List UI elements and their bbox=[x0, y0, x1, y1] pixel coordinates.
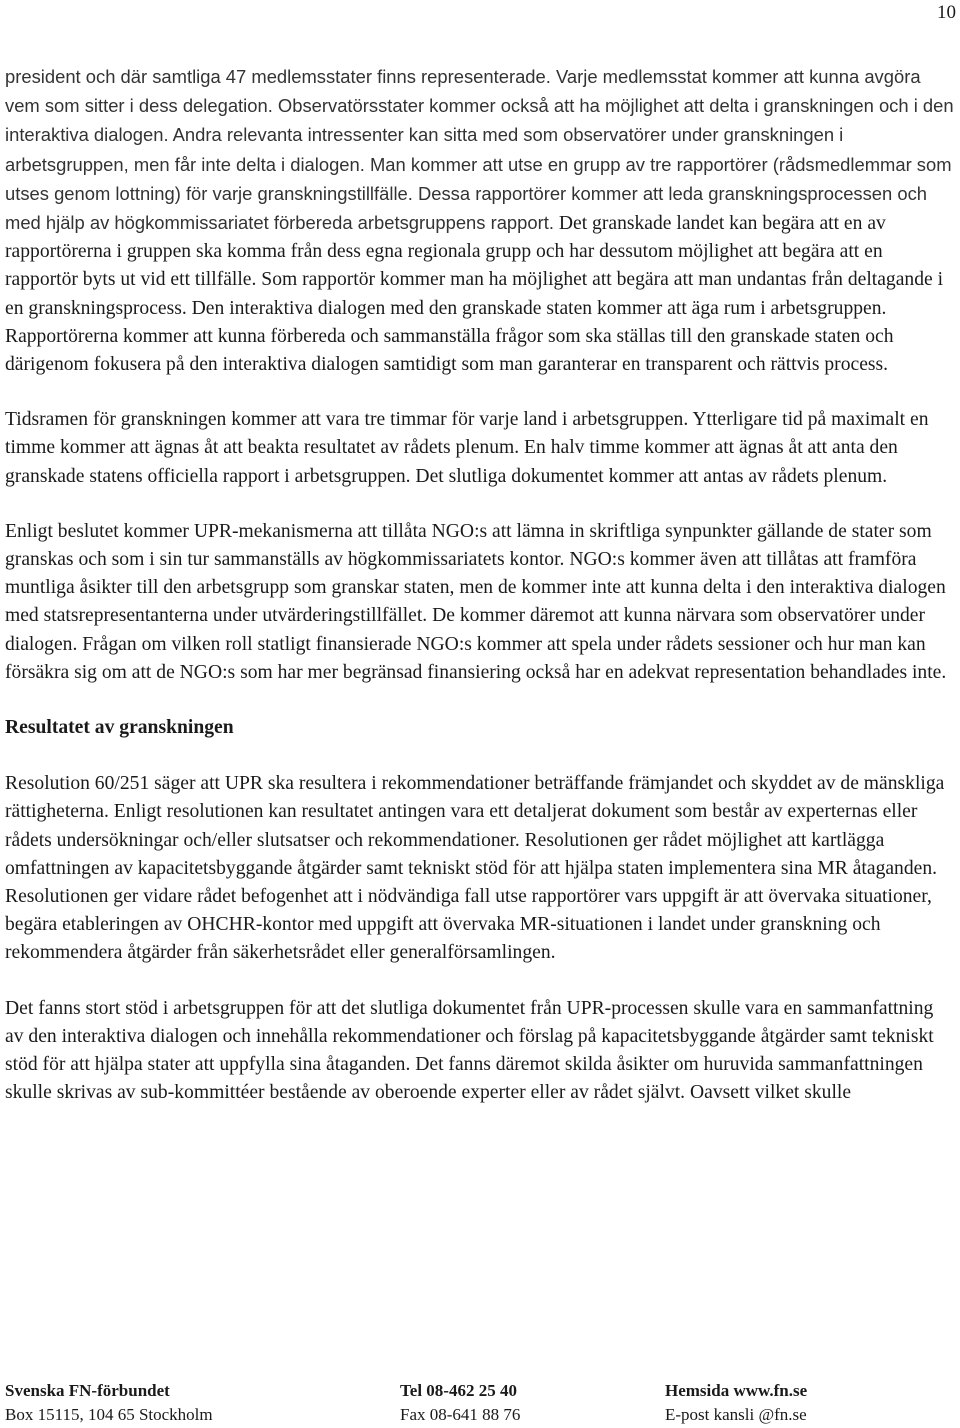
footer-email: E-post kansli @fn.se bbox=[665, 1405, 807, 1424]
footer-org-name: Svenska FN-förbundet bbox=[5, 1381, 170, 1400]
page-number: 10 bbox=[937, 2, 956, 23]
paragraph-1-serif-text: Det granskade landet kan begära att en av rapportörerna i gruppen ska komma från dess egna regionala grupp och har dessutom möjlighet att begära att en rapportör byts ut vid ett tillfälle. Som rapportör kommer man ha möjlighet att begära att man undantas från deltagande i en granskningsprocess. Den interaktiva dialogen med den granskade staten kommer att äga rum i arbetsgruppen. Rapportörerna kommer att kunna förbereda och sammanställa frågor som ska ställas till den granskade staten och därigenom fokusera på den interaktiva dialogen samtidigt som man garanterar en transparent och rättvis process. bbox=[5, 213, 944, 376]
footer-website: Hemsida www.fn.se bbox=[665, 1381, 808, 1400]
document-body bbox=[5, 63, 955, 1135]
footer-phone: Tel 08-462 25 40 bbox=[400, 1381, 517, 1400]
paragraph-4: Resolution 60/251 säger att UPR ska resultera i rekommendationer beträffande främjandet och skyddet av de mänskliga rättigheterna. Enligt resolutionen kan resultatet antingen vara ett detaljerat dokument som består av experternas eller rådets undersökningar och/eller slutsatser och rekommendationer. Resolutionen ger rådet möjlighet att kartlägga omfattningen av kapacitetsbyggande åtgärder samt tekniskt stöd för att hjälpa staten implementera sina MR åtaganden. Resolutionen ger vidare rådet befogenhet att i nödvändiga fall utse rapportörer vars uppgift är att övervaka situationer, begära etableringen av OHCHR-kontor med uppgift att övervaka MR-situationen i landet under granskning och rekommendera åtgärder från säkerhetsrådet eller generalförsamlingen. bbox=[5, 773, 945, 964]
footer-address: Box 15115, 104 65 Stockholm bbox=[5, 1405, 213, 1424]
footer-contact-numbers bbox=[400, 1379, 520, 1427]
footer-fax: Fax 08-641 88 76 bbox=[400, 1405, 521, 1424]
paragraph-5: Det fanns stort stöd i arbetsgruppen för att det slutliga dokumentet från UPR-processen skulle vara en sammanfattning av den interaktiva dialogen och innehålla rekommendationer och förslag på kapacitetsbyggande åtgärder samt tekniskt stöd för att hjälpa stater att uppfylla sina åtaganden. Det fanns däremot skilda åsikter om huruvida sammanfattningen skulle skrivas av sub-kommittéer bestående av oberoende experter eller av rådet självt. Oavsett vilket skulle bbox=[5, 997, 934, 1104]
paragraph-1 bbox=[5, 63, 955, 379]
footer-web-contact bbox=[665, 1379, 807, 1427]
paragraph-1-sans-text: president och där samtliga 47 medlemsstater finns representerade. Varje medlemsstat kommer att kunna avgöra vem som sitter i dess delegation. Observatörsstater kommer också att ha möjlighet att delta i granskningen och i den interaktiva dialogen. Andra relevanta intressenter kan sitta med som observatörer under granskningen i arbetsgruppen, men får inte delta i dialogen. Man kommer att utse en grupp av tre rapportörer (rådsmedlemmar som utses genom lottning) för varje granskningstillfälle. Dessa rapportörer kommer att leda granskningsprocessen och med hjälp av högkommissariatet förbereda arbetsgruppens rapport. bbox=[5, 66, 954, 234]
paragraph-3: Enligt beslutet kommer UPR-mekanismerna att tillåta NGO:s att lämna in skriftliga synpunkter gällande de stater som granskas och som i sin tur sammanställs av högkommissariatets kontor. NGO:s kommer även att tillåtas att framföra muntliga åsikter till den arbetsgrupp som granskar staten, men de kommer inte att kunna delta i den interaktiva dialogen med statsrepresentanterna under utvärderingstillfället. De kommer däremot att kunna närvara som observatörer under dialogen. Frågan om vilken roll statligt finansierade NGO:s kommer att spela under rådets sessioner och hur man kan försäkra sig om att de NGO:s som har mer begränsad finansiering också har en adekvat representation behandlades inte. bbox=[5, 520, 947, 683]
section-heading: Resultatet av granskningen bbox=[5, 717, 234, 739]
footer-organization bbox=[5, 1379, 213, 1427]
paragraph-2: Tidsramen för granskningen kommer att vara tre timmar för varje land i arbetsgruppen. Ytterligare tid på maximalt en timme kommer att ägnas åt att beakta resultatet av rådets plenum. En halv timme kommer att ägnas åt att anta den granskade statens officiella rapport i arbetsgruppen. Det slutliga dokumentet kommer att antas av rådets plenum. bbox=[5, 409, 929, 487]
